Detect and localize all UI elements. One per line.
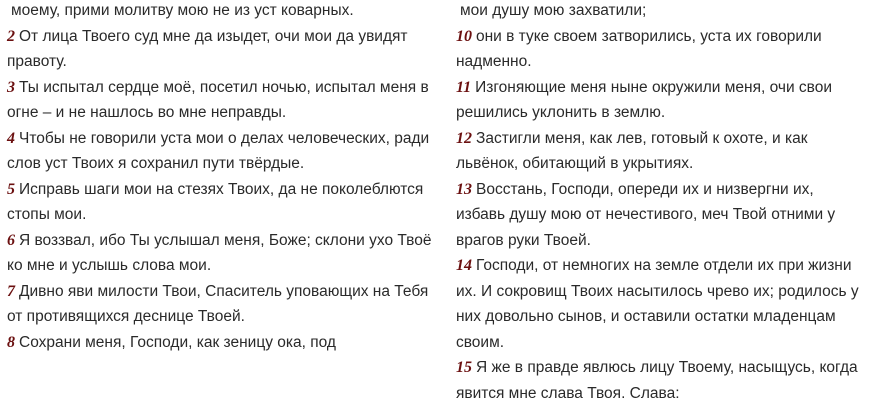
verse — [7, 24, 447, 75]
verse-text: Господи, от немногих на земле отдели их при жизни их. И сокровищ Твоих насытилось чрево их; родилось у них довольно сынов, и оставили остатки младенцам своим. — [456, 257, 859, 351]
verse-text: моему, прими молитву мою не из уст коварных. — [11, 2, 354, 19]
verse — [456, 24, 866, 75]
verse — [456, 177, 866, 254]
verse — [456, 355, 866, 406]
verse — [7, 177, 447, 228]
verse-number: 11 — [456, 78, 472, 96]
verse — [7, 126, 447, 177]
verse — [456, 75, 866, 126]
verse-number: 12 — [456, 129, 472, 147]
verse-text: мои душу мою захватили; — [460, 2, 647, 19]
verse — [456, 253, 866, 355]
verse — [7, 279, 447, 330]
verse-number: 5 — [7, 180, 15, 198]
verse-text: Сохрани меня, Господи, как зеницу ока, под — [19, 333, 336, 351]
verse — [7, 330, 447, 356]
verse-number: 15 — [456, 359, 472, 376]
verse — [7, 0, 447, 24]
verse-number: 10 — [456, 27, 472, 45]
verse-number: 14 — [456, 257, 472, 274]
verse-number: 8 — [7, 333, 15, 351]
left-column — [7, 0, 447, 355]
verse-number: 4 — [7, 129, 15, 147]
verse-number: 7 — [7, 282, 15, 300]
verse-text: они в туке своем затворились, уста их говорили надменно. — [456, 27, 822, 70]
verse — [7, 228, 447, 279]
verse-number: 3 — [7, 78, 15, 96]
verse-number: 2 — [7, 27, 15, 45]
verse — [456, 126, 866, 177]
verse-text: Чтобы не говорили уста мои о делах человеческих, ради слов уст Твоих я сохранил пути твёрдые. — [7, 129, 430, 172]
verse — [7, 75, 447, 126]
verse-number: 6 — [7, 231, 15, 249]
verse — [456, 0, 866, 24]
verse-text: Я воззвал, ибо Ты услышал меня, Боже; склони ухо Твоё ко мне и услышь слова мои. — [7, 231, 432, 274]
verse-text: Ты испытал сердце моё, посетил ночью, испытал меня в огне – и не нашлось во мне неправды. — [7, 78, 429, 121]
verse-text: От лица Твоего суд мне да изыдет, очи мои да увидят правоту. — [7, 27, 408, 70]
verse-text: Дивно яви милости Твои, Спаситель уповающих на Тебя от противящихся деснице Твоей. — [7, 282, 429, 325]
verse-text: Восстань, Господи, опереди их и низвергни их, избавь душу мою от нечестивого, меч Твой отними у врагов руки Твоей. — [456, 180, 836, 249]
verse-number: 13 — [456, 180, 472, 198]
verse-text: Исправь шаги мои на стезях Твоих, да не поколеблются стопы мои. — [7, 180, 424, 223]
verse-text: Изгоняющие меня ныне окружили меня, очи свои решились уклонить в землю. — [456, 78, 833, 121]
verse-text: Застигли меня, как лев, готовый к охоте, и как львёнок, обитающий в укрытиях. — [456, 129, 808, 172]
right-column — [456, 0, 866, 406]
verse-text: Я же в правде явлюсь лицу Твоему, насыщусь, когда явится мне слава Твоя. Слава: — [456, 359, 858, 402]
